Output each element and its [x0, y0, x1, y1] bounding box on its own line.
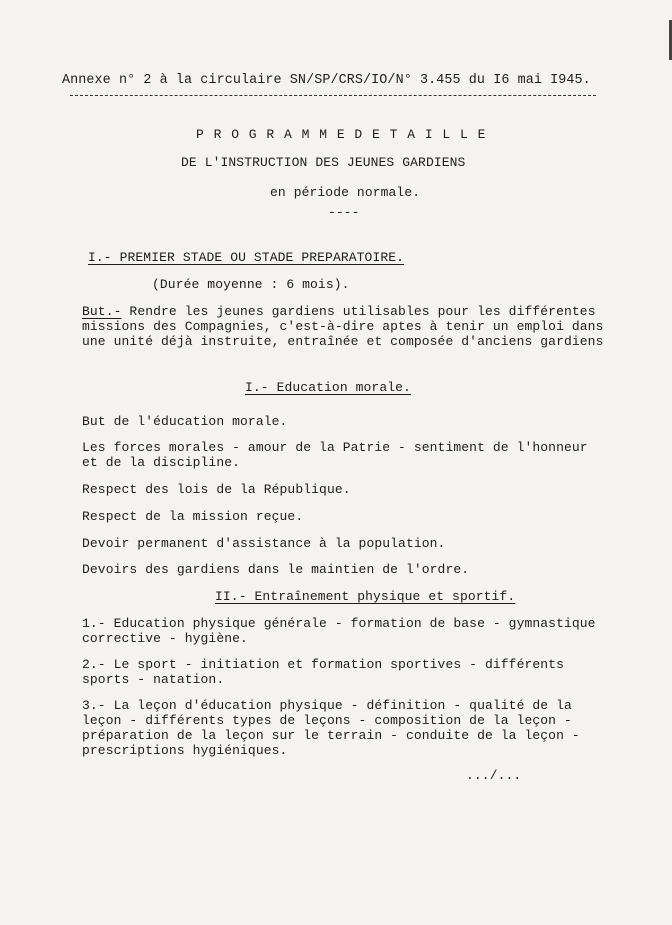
section-2-item-3-line-1: 3.- La leçon d'éducation physique - définition - qualité de la — [82, 698, 572, 713]
section-2-item-1-line-1: 1.- Education physique générale - formation de base - gymnastique — [82, 616, 596, 631]
section-1-item-2-line-2: et de la discipline. — [82, 455, 241, 470]
section-2-item-1-line-2: corrective - hygiène. — [82, 631, 248, 646]
stage-1-goal-line-3: une unité déjà instruite, entraînée et composée d'anciens gardiens — [82, 334, 604, 349]
section-2-item-3-line-3: préparation de la leçon sur le terrain - conduite de la leçon - — [82, 728, 580, 743]
section-1-item-2-line-1: Les forces morales - amour de la Patrie - sentiment de l'honneur — [82, 440, 588, 455]
header-rule — [70, 95, 596, 96]
stage-1-duration: (Durée moyenne : 6 mois). — [152, 277, 350, 292]
stage-1-goal-line-2: missions des Compagnies, c'est-à-dire aptes à tenir un emploi dans — [82, 319, 604, 334]
title-separator: ---- — [328, 205, 360, 220]
document-header: Annexe n° 2 à la circulaire SN/SP/CRS/IO/N° 3.455 du I6 mai I945. — [62, 73, 591, 88]
goal-label: But.- — [82, 304, 122, 319]
section-2-heading: II.- Entraînement physique et sportif. — [215, 589, 516, 604]
section-1-heading: I.- Education morale. — [245, 380, 411, 395]
stage-1-goal-line-1 — [82, 305, 596, 319]
continuation-mark: .../... — [466, 768, 522, 783]
section-1-item-5: Devoir permanent d'assistance à la population. — [82, 536, 446, 551]
section-1-item-4: Respect de la mission reçue. — [82, 509, 304, 524]
section-1-item-3: Respect des lois de la République. — [82, 482, 351, 497]
section-2-item-3-line-2: leçon - différents types de leçons - composition de la leçon - — [82, 713, 572, 728]
section-2-item-2-line-2: sports - natation. — [82, 672, 225, 687]
section-1-item-1: But de l'éducation morale. — [82, 414, 288, 429]
stage-1-heading: I.- PREMIER STADE OU STADE PREPARATOIRE. — [88, 250, 405, 265]
title-line-2: DE L'INSTRUCTION DES JEUNES GARDIENS — [181, 155, 466, 170]
section-2-item-3-line-4: prescriptions hygiéniques. — [82, 743, 288, 758]
goal-text: Rendre les jeunes gardiens utilisables pour les différentes — [121, 304, 596, 319]
section-2-item-2-line-1: 2.- Le sport - initiation et formation sportives - différents — [82, 657, 564, 672]
title-line-1: P R O G R A M M E D E T A I L L E — [196, 127, 487, 142]
title-line-3: en période normale. — [270, 185, 421, 200]
section-1-item-6: Devoirs des gardiens dans le maintien de l'ordre. — [82, 562, 470, 577]
